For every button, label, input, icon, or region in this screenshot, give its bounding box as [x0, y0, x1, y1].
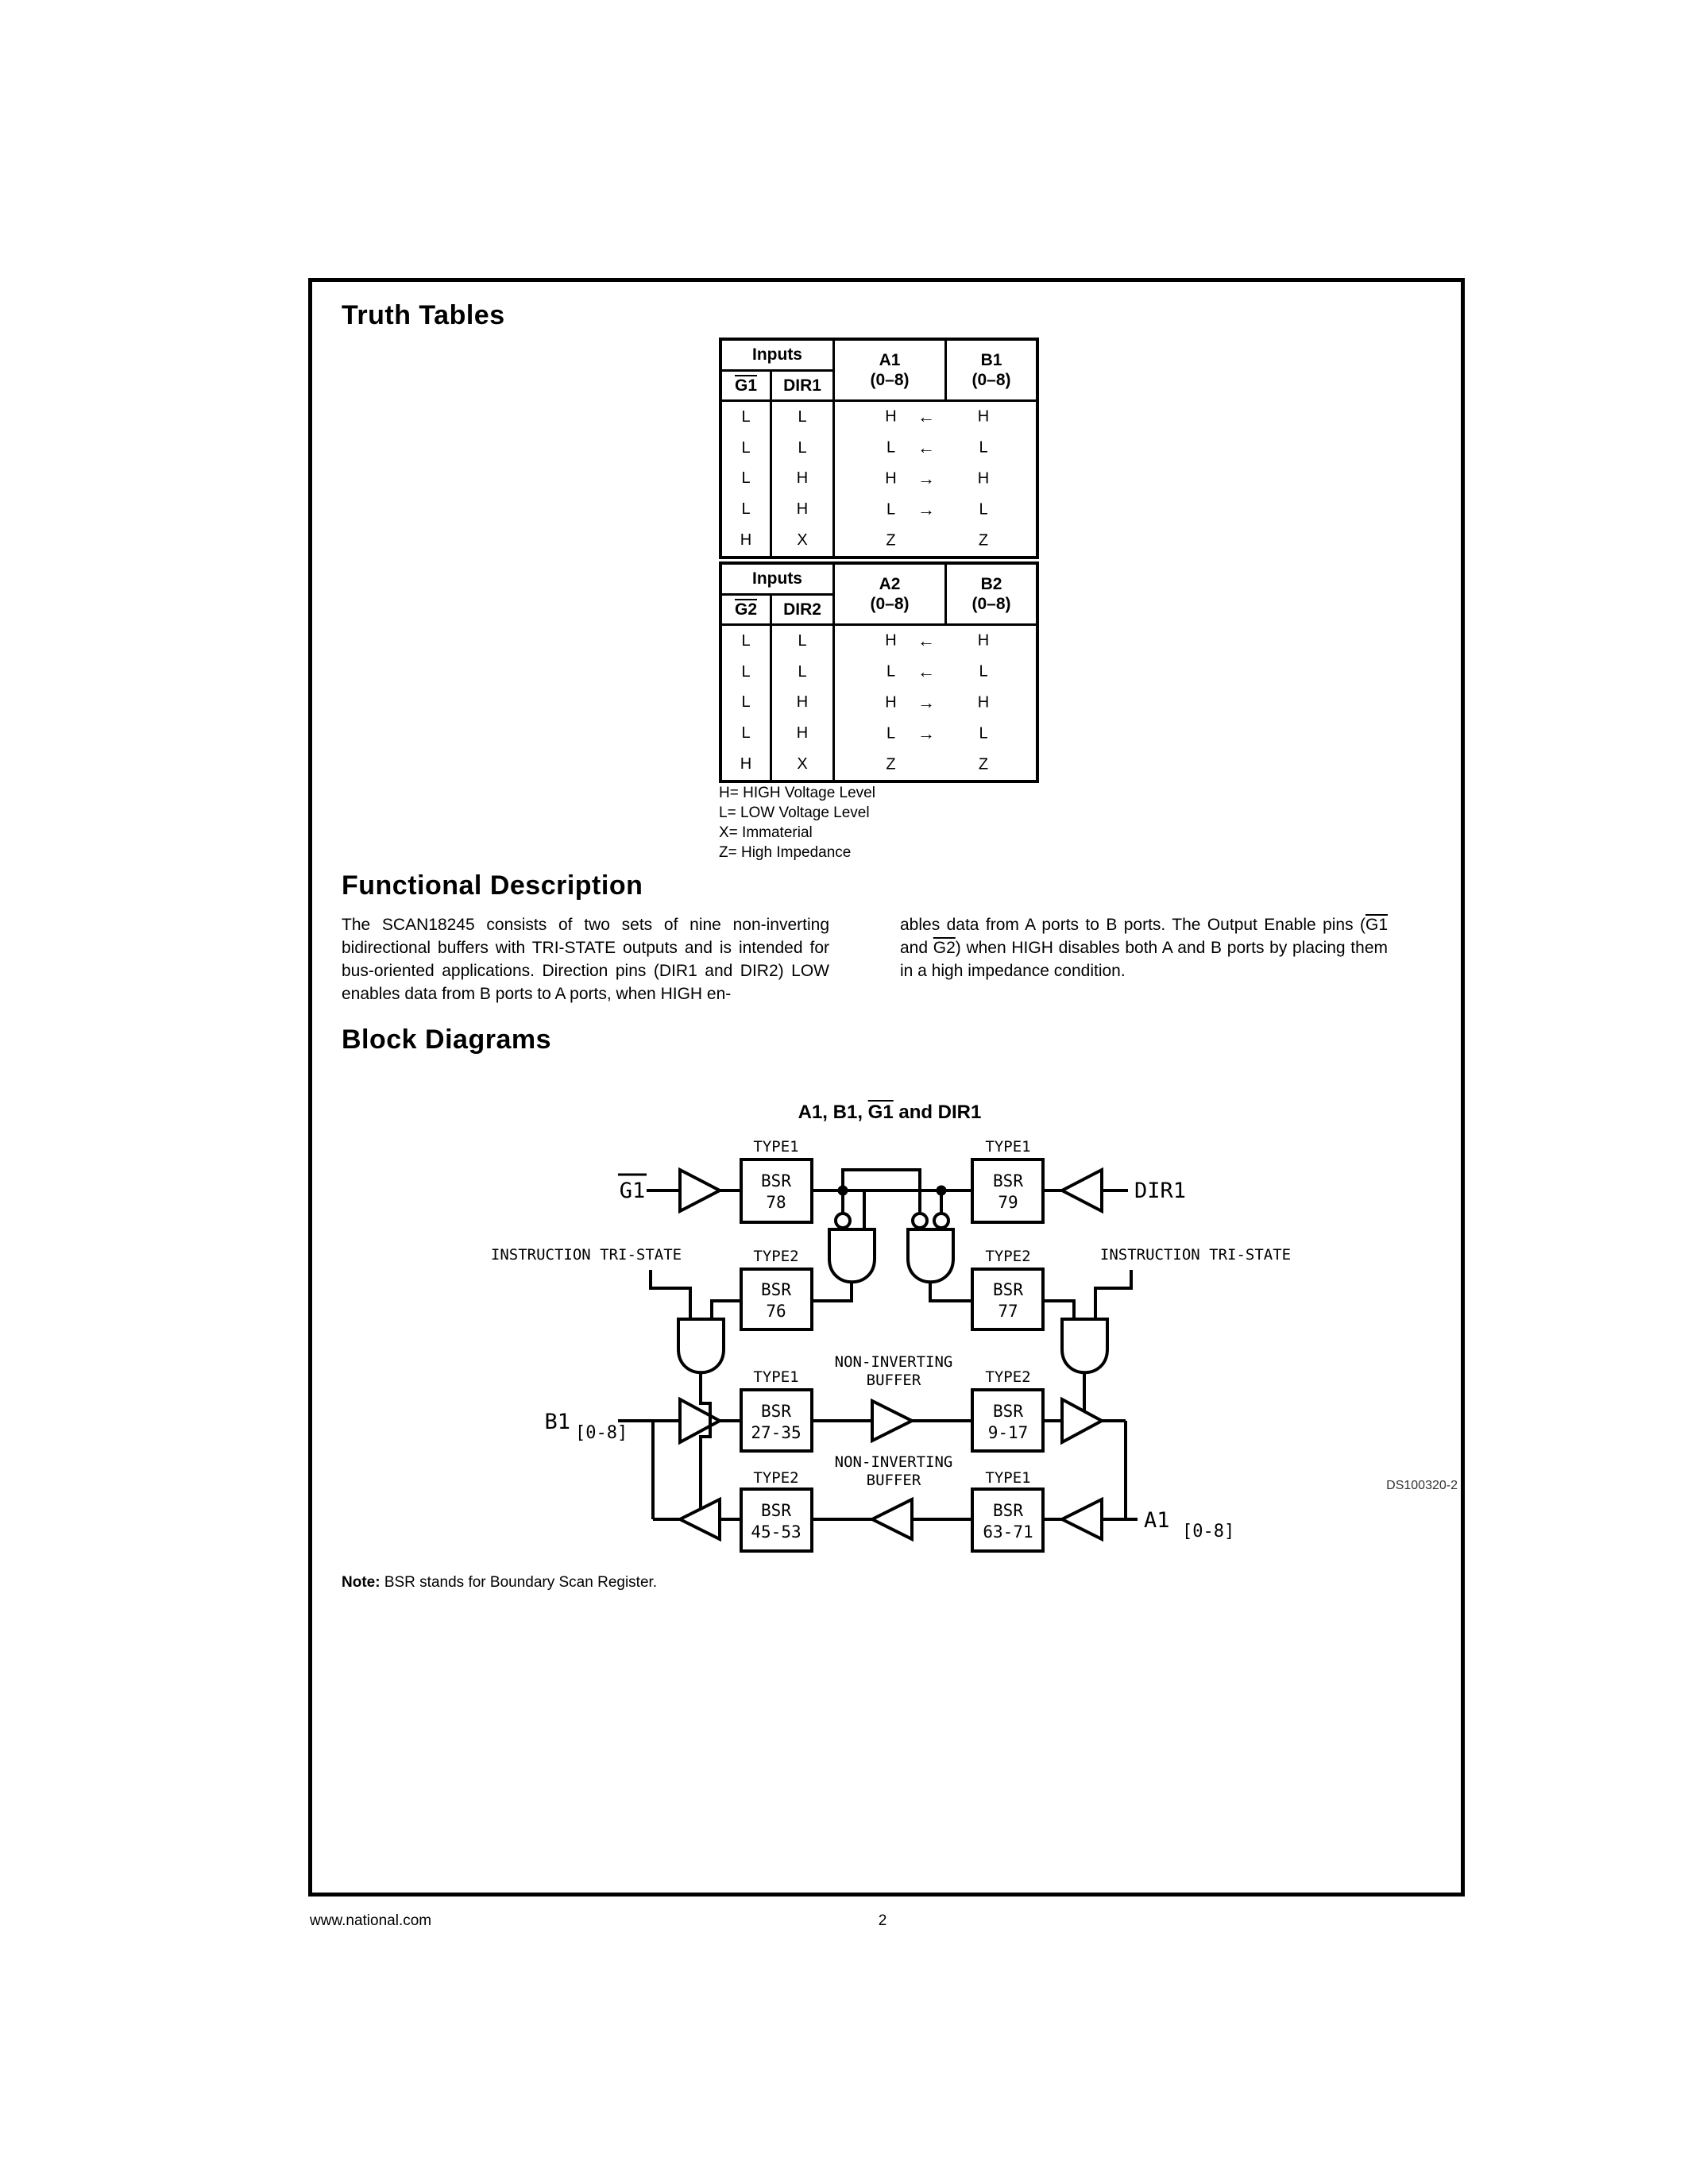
- right-col-part3: ) when HIGH disables both A and B ports by placing them in a high impedance condition.: [900, 939, 1388, 980]
- tt1-header-a1: [835, 341, 947, 402]
- right-col-g2: G2: [933, 939, 956, 957]
- dir1-pin-label: DIR1: [1134, 1179, 1187, 1203]
- type1-label-bsr79: TYPE1: [985, 1138, 1031, 1156]
- tt1-row5-a: Z: [886, 531, 896, 550]
- tt1-row5-ab: [835, 525, 1036, 556]
- functional-text-left-column: The SCAN18245 consists of two sets of nine non-inverting bidirectional buffers with TRI-STATE outputs and is intended for bus-oriented applications. Direction pins (DIR1 and DIR2) LOW enables data from B ports to A ports, when HIGH en-: [342, 916, 829, 1003]
- buffer-label-row4: BUFFER: [866, 1472, 921, 1489]
- legend-line-z: Z= High Impedance: [719, 844, 852, 861]
- tt1-g1-overline: G1: [734, 376, 757, 395]
- tt2-row1-a: H: [885, 631, 897, 650]
- tt1-row1-ab: [835, 402, 1036, 433]
- bsr79-label: BSR: [993, 1171, 1023, 1190]
- bsr79-number: 79: [998, 1193, 1018, 1212]
- diagram-note: [342, 1574, 657, 1592]
- tt1-row2-g: L: [722, 433, 772, 464]
- bsr78-label: BSR: [761, 1171, 791, 1190]
- tt1-row4-a: L: [886, 500, 896, 519]
- tt1-row4-dir: H: [772, 494, 835, 525]
- b1-pin-label: B1: [544, 1410, 570, 1434]
- tt2-b2-label: B2: [980, 575, 1002, 593]
- tt1-row2-arrow: ←: [917, 438, 935, 458]
- instruction-tristate-label-right: INSTRUCTION TRI-STATE: [1099, 1246, 1292, 1264]
- bsr4553-number: 45-53: [751, 1522, 802, 1542]
- tt1-a1-label: A1: [879, 351, 901, 369]
- tt2-row4-dir: H: [772, 718, 835, 749]
- type2-label-bsr77: TYPE2: [985, 1248, 1031, 1265]
- tt1-row4-g: L: [722, 494, 772, 525]
- tt1-row3-g: L: [722, 464, 772, 495]
- bsr2735-label: BSR: [761, 1402, 791, 1421]
- type2-label-bsr76: TYPE2: [753, 1248, 799, 1265]
- tt2-row2-g: L: [722, 657, 772, 688]
- diagram-title-prefix: A1, B1,: [798, 1102, 868, 1123]
- tt2-header-dir2: DIR2: [772, 596, 835, 626]
- noninverting-label-row3: NON-INVERTING: [834, 1353, 953, 1371]
- bsr76-label: BSR: [761, 1280, 791, 1299]
- tt2-row4-a: L: [886, 724, 896, 743]
- tt2-row1-dir: L: [772, 626, 835, 657]
- tt1-b1-label: B1: [980, 351, 1002, 369]
- bsr77-number: 77: [998, 1302, 1018, 1321]
- tt2-row4-b: L: [979, 724, 988, 743]
- tt2-row1-b: H: [977, 631, 990, 650]
- tt2-header-g2: [722, 596, 772, 626]
- tt1-row2-ab: [835, 433, 1036, 464]
- right-and-gate: [908, 1229, 953, 1282]
- type1-label-bsr2735: TYPE1: [753, 1368, 799, 1386]
- legend-line-x: X= Immaterial: [719, 824, 813, 841]
- tt1-row5-dir: X: [772, 525, 835, 556]
- bsr78-box: [741, 1160, 812, 1222]
- wire-bsr77-to-instruction-gate: [1043, 1301, 1074, 1319]
- wire-left-enable-jog: [701, 1372, 710, 1510]
- tt2-row5-ab: [835, 749, 1036, 780]
- tt1-row1-b: H: [977, 407, 990, 426]
- tt1-b1-range: (0–8): [971, 371, 1011, 389]
- bsr76-number: 76: [766, 1302, 786, 1321]
- tt2-row5-b: Z: [978, 755, 989, 774]
- bsr6371-label: BSR: [993, 1501, 1023, 1520]
- tt1-row3-arrow: →: [917, 468, 935, 488]
- tt1-row1-g: L: [722, 402, 772, 433]
- tt2-row1-ab: [835, 626, 1036, 657]
- right-gate-inverter-bubble-1: [913, 1214, 927, 1228]
- figure-code: DS100320-2: [1386, 1479, 1458, 1492]
- wire-left-gate-to-bsr76: [812, 1282, 852, 1301]
- wire-bsr76-to-instruction-gate: [712, 1301, 741, 1319]
- a1-pin-label: A1: [1144, 1508, 1170, 1533]
- note-bold-label: Note:: [342, 1574, 380, 1591]
- bsr77-label: BSR: [993, 1280, 1023, 1299]
- tt1-header-dir1: DIR1: [772, 372, 835, 402]
- functional-text-right-column: [900, 913, 1388, 982]
- tt1-row5-b: Z: [978, 531, 989, 550]
- tt2-row5-dir: X: [772, 749, 835, 780]
- left-and-gate: [829, 1229, 875, 1282]
- tt2-row2-arrow: ←: [917, 662, 935, 682]
- tt1-row4-arrow: →: [917, 499, 935, 519]
- bsr4553-label: BSR: [761, 1501, 791, 1520]
- type2-label-bsr917: TYPE2: [985, 1368, 1031, 1386]
- right-gate-inverter-bubble-2: [934, 1214, 948, 1228]
- tt1-header-b1: [947, 341, 1036, 402]
- tt1-header-inputs: Inputs: [722, 341, 835, 372]
- footer-url: www.national.com: [310, 1912, 432, 1929]
- tt1-row4-ab: [835, 494, 1036, 525]
- noninverting-buffer-left-triangle: [872, 1499, 912, 1539]
- type1-label-bsr6371: TYPE1: [985, 1469, 1031, 1487]
- wire-right-gate-to-bsr77: [930, 1282, 972, 1301]
- tt2-row1-g: L: [722, 626, 772, 657]
- tt2-a2-range: (0–8): [870, 595, 910, 613]
- tt2-row4-arrow: →: [917, 723, 935, 743]
- left-instruction-and-gate: [678, 1319, 724, 1372]
- tt1-a1-range: (0–8): [870, 371, 910, 389]
- truth-table-1: [719, 338, 1039, 559]
- tt1-row1-a: H: [885, 407, 897, 426]
- left-gate-inverter-bubble: [836, 1214, 850, 1228]
- tt2-row3-dir: H: [772, 688, 835, 719]
- section-heading-truth-tables: Truth Tables: [342, 300, 505, 330]
- tt2-row3-b: H: [977, 693, 990, 712]
- note-text: BSR stands for Boundary Scan Register.: [380, 1574, 658, 1591]
- right-instruction-and-gate: [1062, 1319, 1107, 1372]
- a1-output-driver-triangle: [1062, 1399, 1102, 1442]
- footer-page-number: 2: [878, 1912, 887, 1929]
- bsr6371-box: [972, 1489, 1043, 1551]
- tt1-row3-b: H: [977, 469, 990, 488]
- tt1-row2-a: L: [886, 438, 896, 457]
- truth-table-2: [719, 561, 1039, 783]
- right-col-part2: and: [900, 939, 933, 957]
- tt1-row3-ab: [835, 464, 1036, 495]
- block-diagram-schematic: [477, 1116, 1303, 1561]
- diagram-title-suffix: and DIR1: [893, 1102, 982, 1123]
- tt2-header-a2: [835, 565, 947, 626]
- legend-line-h: H= HIGH Voltage Level: [719, 785, 875, 801]
- truth-table-legend: [719, 783, 875, 862]
- bsr917-label: BSR: [993, 1402, 1023, 1421]
- tt2-header-b2: [947, 565, 1036, 626]
- tt2-row3-arrow: →: [917, 692, 935, 712]
- bsr2735-number: 27-35: [751, 1423, 802, 1442]
- wire-instruction-left-input: [651, 1270, 690, 1319]
- tt1-header-g1: [722, 372, 772, 402]
- tt1-row3-a: H: [885, 469, 897, 488]
- legend-line-l: L= LOW Voltage Level: [719, 805, 870, 821]
- tt2-row2-b: L: [979, 662, 988, 681]
- bsr79-box: [972, 1160, 1043, 1222]
- tt2-g2-overline: G2: [734, 600, 757, 619]
- bsr78-number: 78: [766, 1193, 786, 1212]
- g1-input-buffer-triangle: [680, 1170, 720, 1211]
- bsr6371-number: 63-71: [983, 1522, 1033, 1542]
- junction-dot-1: [838, 1186, 848, 1196]
- tt1-row2-dir: L: [772, 433, 835, 464]
- a1-input-buffer-triangle: [1062, 1499, 1102, 1539]
- tt1-row1-arrow: ←: [917, 407, 935, 427]
- noninverting-label-row4: NON-INVERTING: [834, 1453, 953, 1471]
- tt2-row5-g: H: [722, 749, 772, 780]
- tt2-row3-ab: [835, 688, 1036, 719]
- tt2-row2-a: L: [886, 662, 896, 681]
- junction-dot-2: [937, 1186, 947, 1196]
- b1-range-label: [0-8]: [575, 1423, 628, 1443]
- tt1-row3-dir: H: [772, 464, 835, 495]
- buffer-label-row3: BUFFER: [866, 1372, 921, 1389]
- type2-label-bsr4553: TYPE2: [753, 1469, 799, 1487]
- tt1-row4-b: L: [979, 500, 988, 519]
- diagram-title-g1: G1: [867, 1102, 894, 1123]
- tt2-row3-g: L: [722, 688, 772, 719]
- section-heading-functional-description: Functional Description: [342, 870, 643, 901]
- bsr4553-box: [741, 1489, 812, 1551]
- tt2-row2-dir: L: [772, 657, 835, 688]
- tt2-row4-ab: [835, 718, 1036, 749]
- tt2-row2-ab: [835, 657, 1036, 688]
- tt1-row1-dir: L: [772, 402, 835, 433]
- bsr917-number: 9-17: [987, 1423, 1029, 1442]
- tt2-row3-a: H: [885, 693, 897, 712]
- instruction-tristate-label-left: INSTRUCTION TRI-STATE: [490, 1246, 682, 1264]
- tt2-header-inputs: Inputs: [722, 565, 835, 596]
- noninverting-buffer-right-triangle: [872, 1401, 912, 1441]
- right-col-g1: G1: [1365, 916, 1388, 934]
- a1-range-label: [0-8]: [1182, 1522, 1235, 1542]
- tt1-row2-b: L: [979, 438, 988, 457]
- tt2-row1-arrow: ←: [917, 631, 935, 651]
- tt2-a2-label: A2: [879, 575, 901, 593]
- g1-pin-label: G1: [619, 1179, 646, 1203]
- dir1-input-buffer-triangle: [1062, 1170, 1102, 1211]
- tt2-row4-g: L: [722, 718, 772, 749]
- right-col-part1: ables data from A ports to B ports. The Output Enable pins (: [900, 916, 1365, 934]
- tt2-b2-range: (0–8): [971, 595, 1011, 613]
- tt1-row5-g: H: [722, 525, 772, 556]
- type1-label-bsr78: TYPE1: [753, 1138, 799, 1156]
- tt2-row5-a: Z: [886, 755, 896, 774]
- section-heading-block-diagrams: Block Diagrams: [342, 1024, 551, 1055]
- wire-instruction-right-input: [1095, 1270, 1131, 1319]
